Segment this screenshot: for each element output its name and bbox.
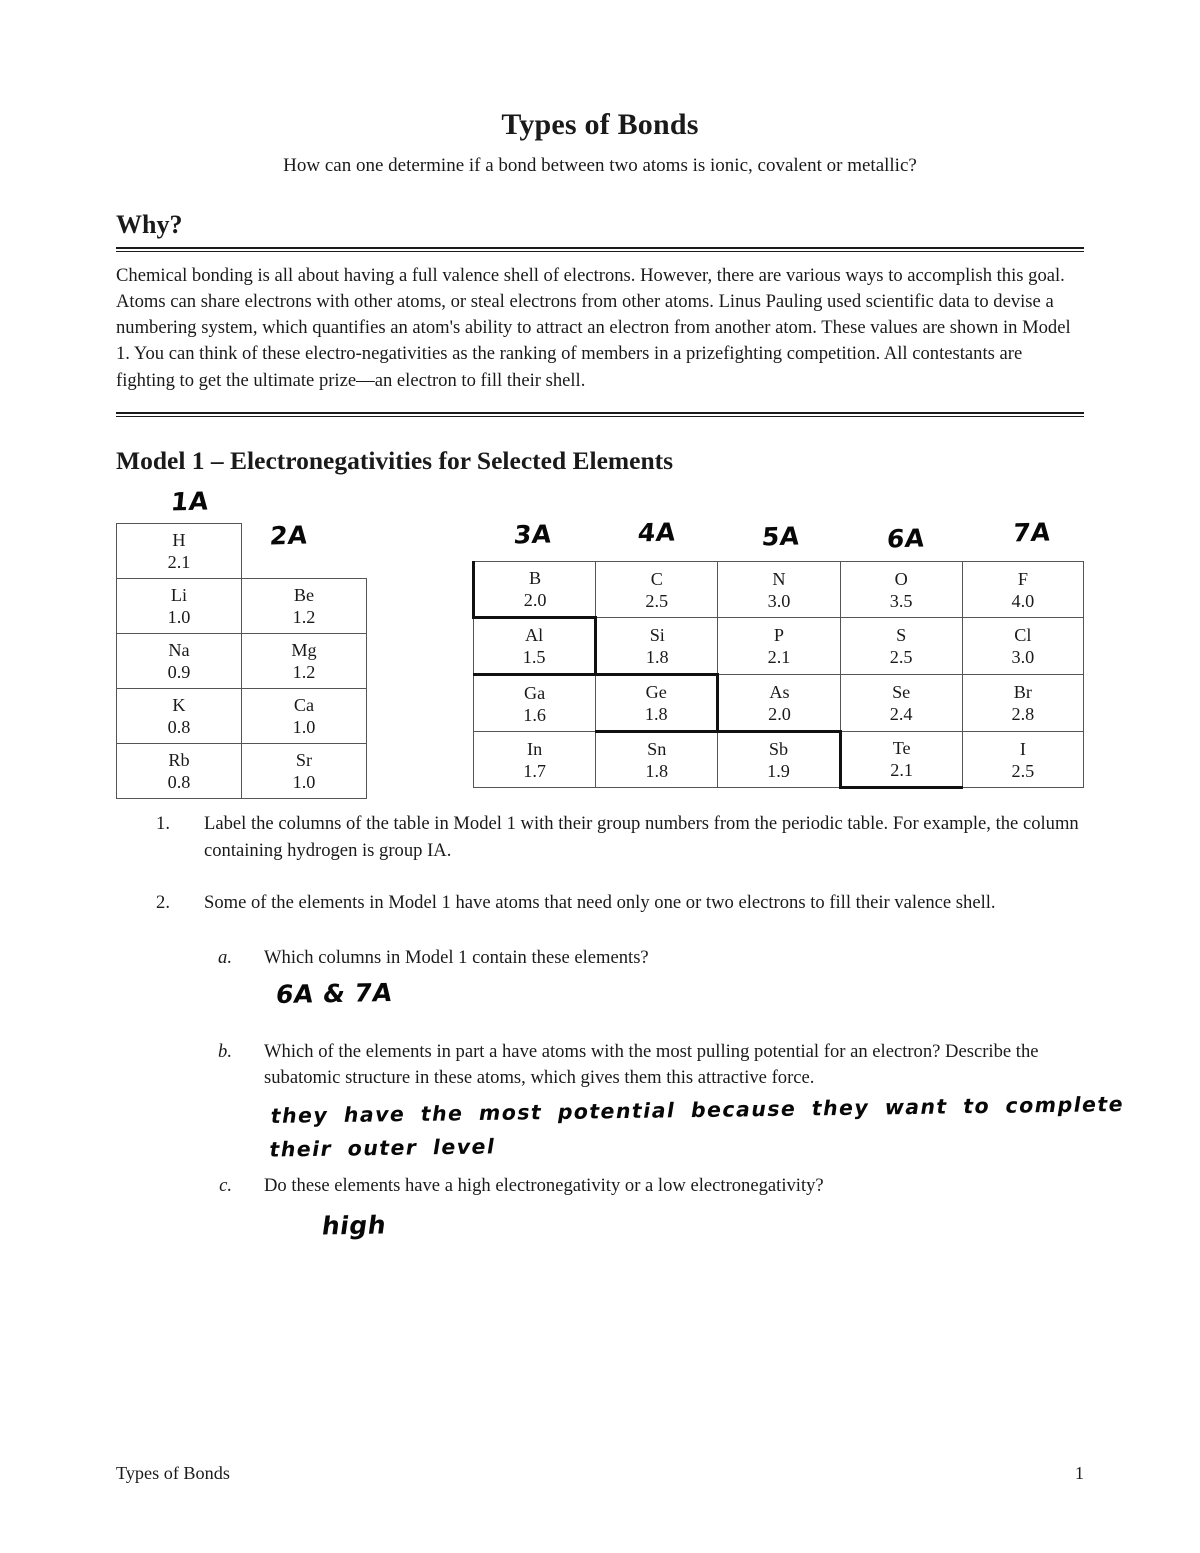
- element-symbol: Sr: [295, 750, 313, 771]
- element-value: 1.8: [644, 704, 668, 725]
- element-symbol: Ca: [293, 695, 315, 716]
- page-content: [116, 0, 1127, 1283]
- element-value: 2.0: [523, 590, 547, 611]
- element-cell-h: [117, 524, 242, 579]
- handwritten-group-label-4a: 4A: [636, 517, 678, 548]
- table-row: [474, 732, 1084, 788]
- element-cell-n: [718, 562, 840, 618]
- table-row: [474, 675, 1084, 732]
- question-2: [156, 890, 1084, 917]
- question-text: Which of the elements in part a have atoms with the most pulling potential for an electron? Describe the subatomic structure in these atoms, which gives them this attractive force.: [264, 1040, 1039, 1089]
- question-text: Label the columns of the table in Model 1 with their group numbers from the periodic table. For example, the column containing hydrogen is group IA.: [204, 813, 1079, 861]
- element-value: 0.8: [167, 772, 191, 793]
- element-symbol: Br: [1013, 682, 1032, 703]
- why-paragraph: Chemical bonding is all about having a full valence shell of electrons. However, there are various ways to accomplish this goal. Atoms can share electrons with other atoms, or steal electrons from other atoms. Linus Pauling used scientific data to devise a numbering system, which quantifies an atom's ability to attract an electron from another atom. These values are shown in Model 1. You can think of these electro-negativities as the ranking of members in a prizefighting competition. All contestants are fighting to get the ultimate prize—an electron to fill their shell.: [116, 264, 1071, 391]
- handwritten-group-label-2a: 2A: [268, 520, 310, 551]
- element-cell-o: [840, 562, 962, 618]
- model1-heading: Model 1 – Electronegativities for Selected Elements: [116, 445, 674, 475]
- element-symbol: S: [896, 625, 907, 646]
- question-letter: a.: [218, 946, 232, 968]
- element-symbol: Si: [649, 624, 665, 645]
- question-2b: [218, 1039, 1127, 1167]
- table-row: [474, 562, 1084, 618]
- element-cell-f: [962, 562, 1083, 618]
- handwritten-answer-2a: 6A & 7A: [273, 977, 395, 1009]
- empty-cell: [242, 524, 367, 579]
- question-2a: [218, 945, 1084, 1043]
- page-footer: [116, 1463, 1084, 1484]
- table-row: [117, 634, 367, 689]
- element-cell-k: [117, 689, 242, 744]
- element-cell-i: [962, 732, 1083, 788]
- question-text: Which columns in Model 1 contain these elements?: [264, 946, 649, 968]
- element-symbol: Te: [892, 738, 911, 759]
- element-cell-as: [718, 675, 840, 732]
- question-letter: b.: [218, 1040, 232, 1062]
- footer-title: Types of Bonds: [116, 1463, 230, 1483]
- element-symbol: Na: [168, 640, 190, 661]
- questions-list: [116, 811, 1127, 1283]
- element-cell-s: [840, 618, 962, 675]
- element-symbol: F: [1017, 568, 1028, 589]
- element-symbol: Al: [525, 625, 544, 646]
- question-text: Do these elements have a high electronegativity or a low electronegativity?: [264, 1174, 824, 1196]
- element-cell-be: [242, 579, 367, 634]
- element-symbol: Ge: [645, 682, 667, 703]
- element-symbol: As: [769, 681, 790, 702]
- element-cell-se: [840, 675, 962, 732]
- element-symbol: Sn: [647, 739, 667, 760]
- element-cell-cl: [962, 618, 1083, 675]
- element-value: 2.5: [1011, 760, 1035, 781]
- element-value: 1.7: [523, 760, 546, 781]
- element-cell-ge: [596, 675, 718, 732]
- handwritten-group-label-5a: 5A: [760, 521, 802, 552]
- element-symbol: Be: [293, 585, 315, 606]
- element-cell-b: [474, 562, 596, 618]
- element-value: 1.2: [292, 662, 316, 683]
- element-value: 3.0: [1011, 647, 1035, 668]
- element-symbol: Li: [170, 585, 188, 606]
- element-value: 2.4: [889, 704, 913, 725]
- element-value: 1.6: [523, 704, 546, 725]
- model1-tables: [116, 486, 1084, 793]
- handwritten-group-label-7a: 7A: [1011, 517, 1053, 548]
- element-value: 1.0: [167, 607, 191, 628]
- element-cell-in: [474, 732, 596, 788]
- element-symbol: Cl: [1014, 625, 1032, 646]
- page-subtitle: How can one determine if a bond between two atoms is ionic, covalent or metallic?: [283, 155, 917, 176]
- handwritten-group-label-6a: 6A: [885, 523, 927, 554]
- element-cell-br: [962, 675, 1083, 732]
- element-symbol: O: [894, 568, 908, 589]
- question-number: 2.: [156, 892, 170, 914]
- element-symbol: P: [773, 625, 785, 646]
- question-1: [156, 811, 1084, 864]
- element-cell-sn: [596, 732, 718, 788]
- why-heading: Why?: [116, 209, 183, 239]
- element-value: 2.1: [890, 760, 914, 781]
- question-letter: c.: [219, 1174, 232, 1196]
- element-symbol: I: [1019, 738, 1026, 759]
- table-row: [117, 524, 367, 579]
- element-symbol: In: [527, 738, 543, 759]
- element-value: 1.9: [767, 761, 790, 782]
- table-row: [117, 744, 367, 799]
- question-number: 1.: [156, 813, 170, 835]
- element-value: 0.8: [167, 717, 191, 738]
- handwritten-answer-2b-line1: they have the most potential because they want to complete: [269, 1091, 1127, 1128]
- element-value: 2.5: [889, 647, 913, 668]
- element-value: 1.5: [522, 647, 546, 668]
- element-symbol: Rb: [168, 750, 190, 771]
- element-symbol: H: [172, 530, 186, 551]
- element-cell-sb: [718, 732, 840, 788]
- table-row: [117, 579, 367, 634]
- element-cell-ga: [474, 675, 596, 732]
- electronegativity-table-right: [472, 561, 1084, 789]
- element-cell-li: [117, 579, 242, 634]
- element-symbol: B: [529, 568, 542, 589]
- element-cell-te: [840, 732, 962, 788]
- handwritten-answer-2c: high: [319, 1209, 389, 1241]
- element-cell-rb: [117, 744, 242, 799]
- handwritten-answer-2b-line2: their outer level: [267, 1133, 498, 1162]
- element-value: 3.0: [767, 590, 791, 611]
- element-value: 3.5: [889, 590, 913, 611]
- handwritten-group-label-1a: 1A: [169, 486, 211, 517]
- question-2c: [219, 1173, 1084, 1283]
- element-symbol: N: [772, 568, 786, 589]
- element-cell-sr: [242, 744, 367, 799]
- element-symbol: Ga: [523, 682, 546, 703]
- element-symbol: C: [650, 568, 663, 589]
- element-value: 1.8: [645, 646, 669, 667]
- element-value: 0.9: [167, 662, 191, 683]
- element-symbol: Sb: [768, 739, 789, 760]
- question-text: Some of the elements in Model 1 have atoms that need only one or two electrons to fill their valence shell.: [204, 892, 996, 914]
- element-value: 2.0: [768, 703, 791, 724]
- element-cell-p: [718, 618, 840, 675]
- element-symbol: Mg: [291, 640, 317, 661]
- element-value: 4.0: [1011, 590, 1035, 611]
- element-cell-mg: [242, 634, 367, 689]
- element-cell-ca: [242, 689, 367, 744]
- element-symbol: Se: [892, 682, 911, 703]
- table-row: [474, 618, 1084, 675]
- element-value: 2.1: [167, 552, 191, 573]
- element-value: 1.2: [292, 607, 316, 628]
- table-row: [117, 689, 367, 744]
- element-symbol: K: [172, 695, 186, 716]
- element-cell-si: [596, 618, 718, 675]
- handwritten-group-label-3a: 3A: [512, 519, 554, 550]
- page-title: Types of Bonds: [501, 108, 699, 141]
- footer-page-number: 1: [1074, 1463, 1084, 1483]
- element-cell-c: [596, 562, 718, 618]
- element-cell-al: [474, 618, 596, 675]
- element-value: 2.8: [1011, 704, 1035, 725]
- element-value: 2.5: [645, 590, 669, 611]
- electronegativity-table-left: [116, 520, 367, 799]
- element-value: 1.0: [292, 772, 316, 793]
- element-cell-na: [117, 634, 242, 689]
- element-value: 1.8: [645, 761, 669, 782]
- element-value: 2.1: [767, 647, 791, 668]
- element-value: 1.0: [292, 717, 316, 738]
